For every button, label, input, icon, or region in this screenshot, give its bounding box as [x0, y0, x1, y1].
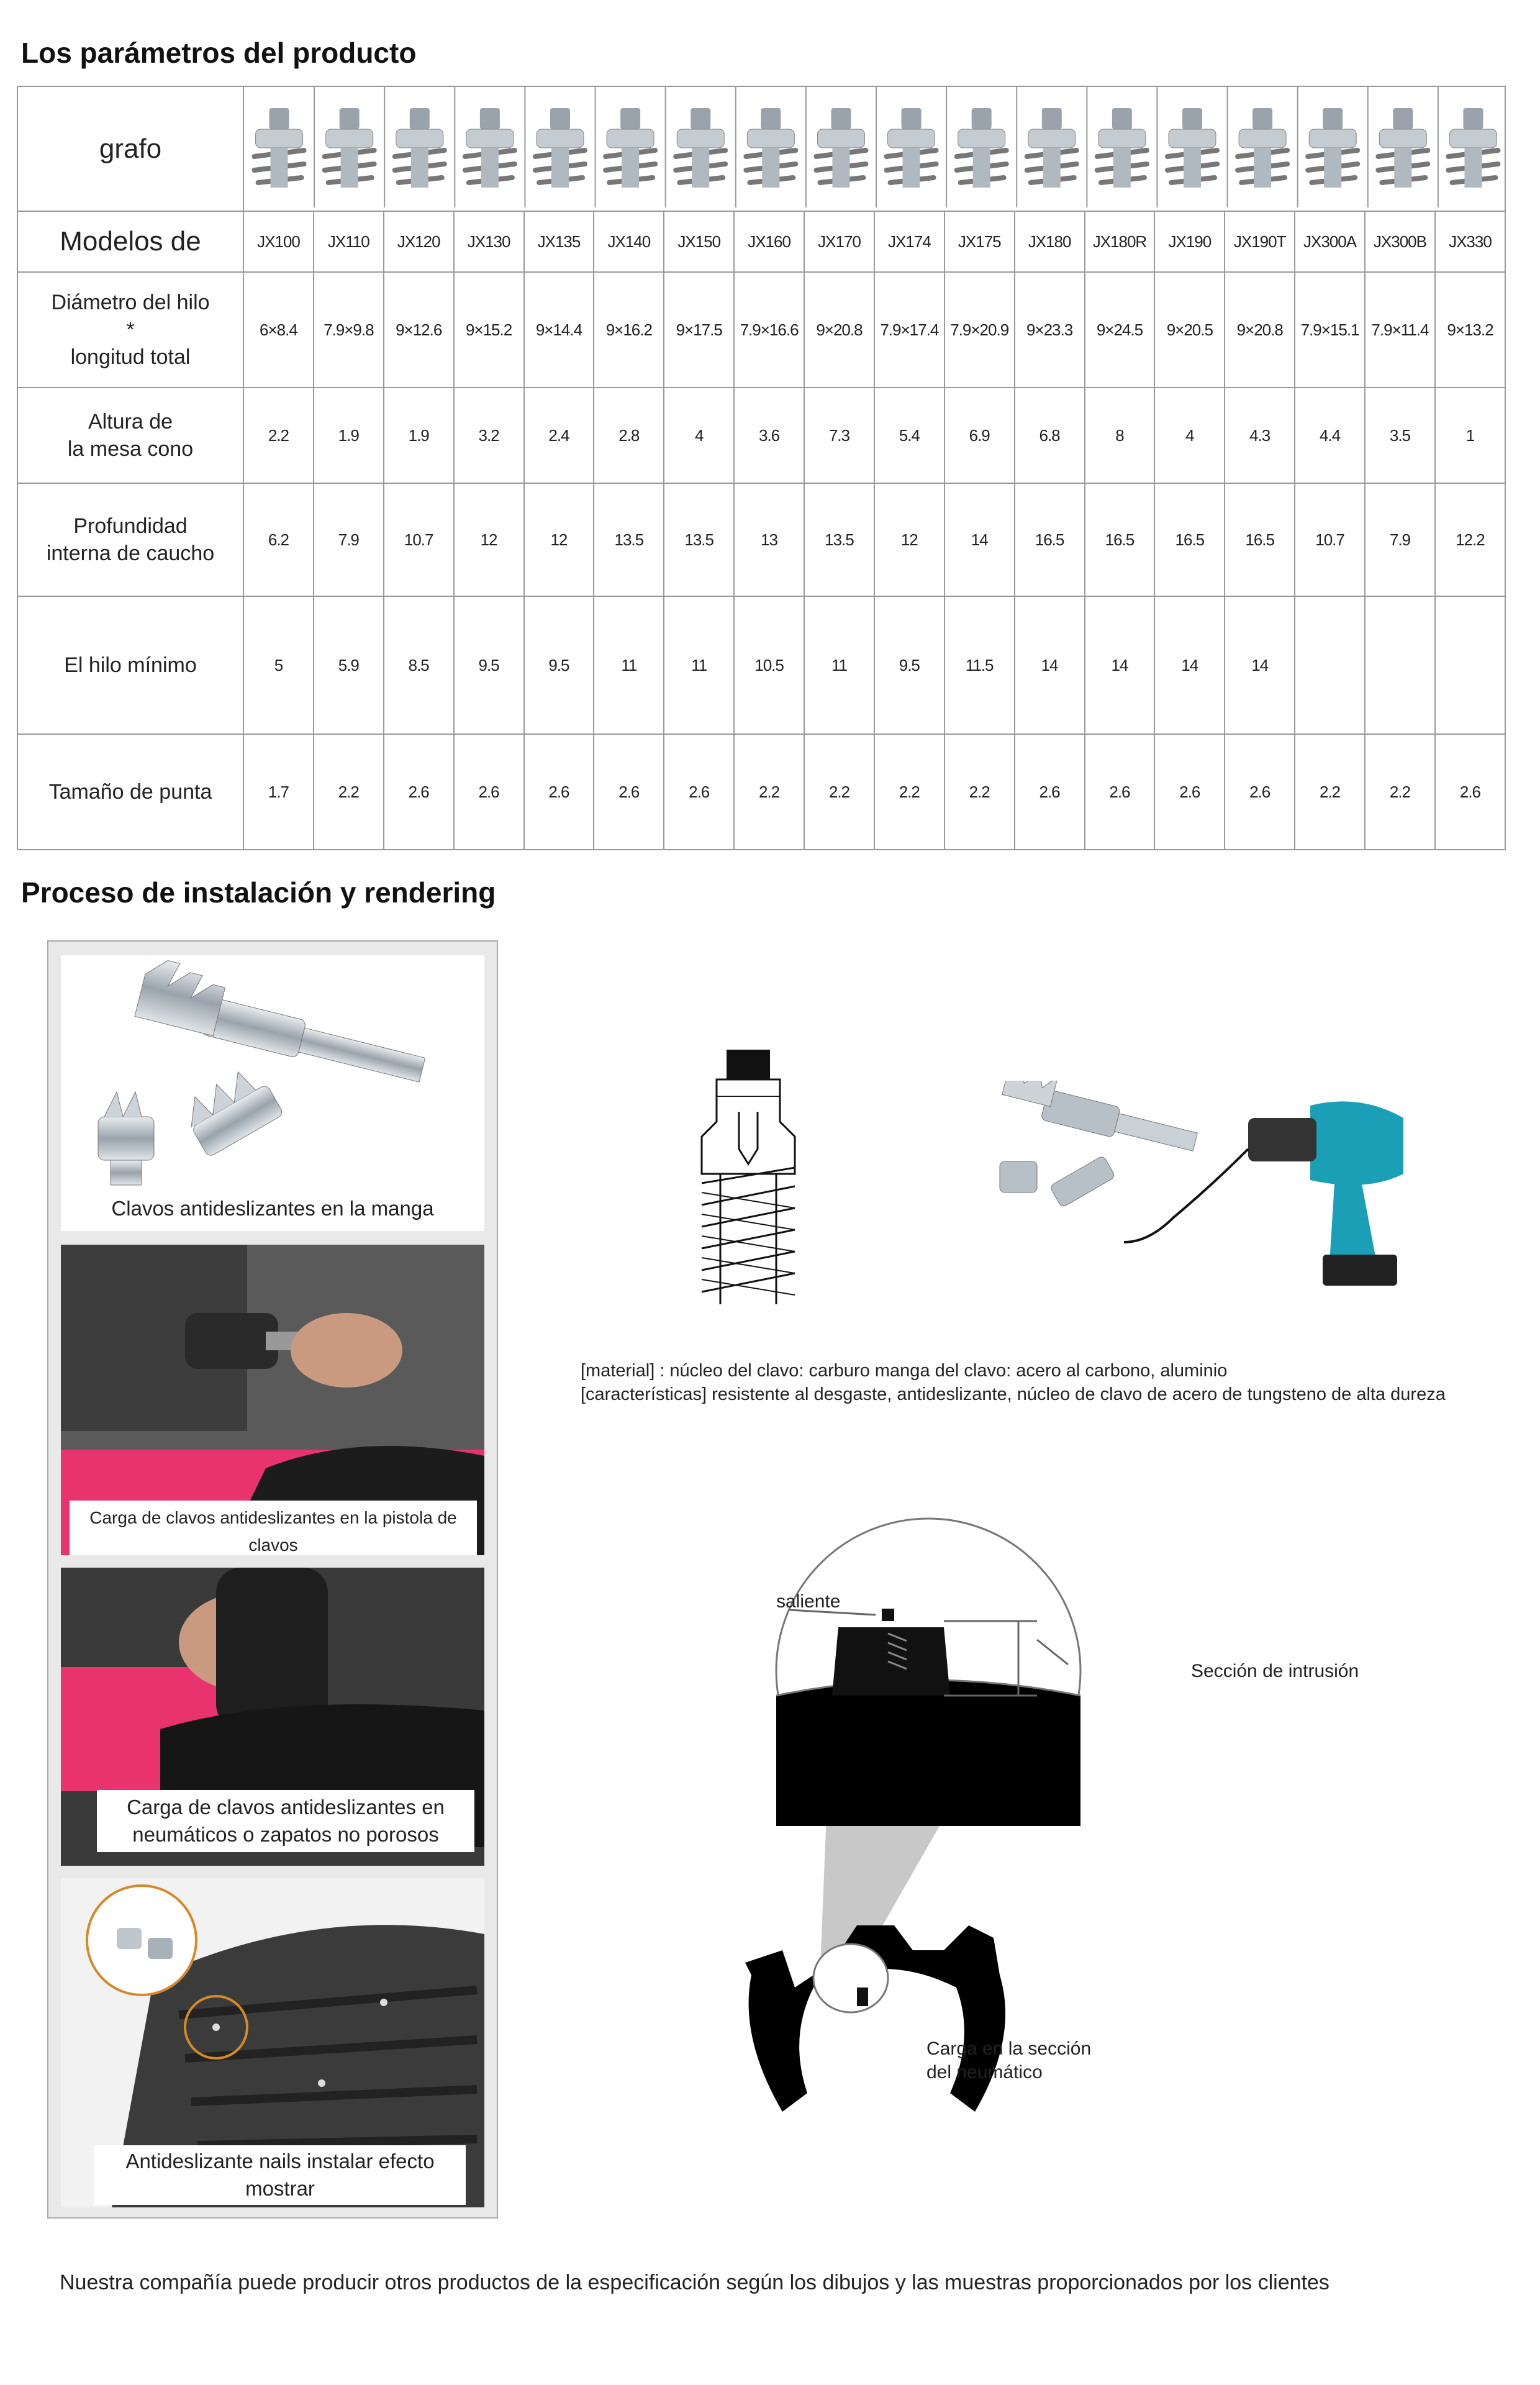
- table-cell: 5: [243, 596, 314, 734]
- spec-material: [material] : núcleo del clavo: carburo manga del clavo: acero al carbono, aluminio: [581, 1361, 1228, 1381]
- table-cell: [1295, 596, 1365, 734]
- label-saliente: saliente: [776, 1591, 841, 1612]
- label-tire-load: [926, 2037, 1091, 2084]
- table-cell: 2.6: [1085, 734, 1155, 850]
- table-cell: 2.6: [664, 734, 734, 850]
- row-label-diameter: [17, 272, 243, 388]
- stud-icon: [395, 108, 445, 188]
- row-label-graph: grafo: [17, 86, 243, 211]
- table-cell: 9×13.2: [1435, 272, 1505, 388]
- stud-icon: [465, 108, 515, 188]
- table-cell: 12: [874, 483, 944, 596]
- table-cell: 12: [524, 483, 594, 596]
- table-cell: 4: [664, 388, 734, 483]
- table-cell: 1.9: [384, 388, 454, 483]
- table-cell: 2.6: [594, 734, 664, 850]
- table-cell: 2.4: [524, 388, 594, 483]
- stud-icon: [887, 108, 936, 188]
- table-row-min-thread: [17, 596, 1505, 734]
- table-cell: 8: [1085, 388, 1155, 483]
- stud-icon: [816, 108, 866, 188]
- table-cell: JX300B: [1365, 211, 1435, 272]
- caption-loading-tire: [97, 1790, 474, 1852]
- stud-icon: [1448, 108, 1498, 188]
- table-cell: 11.5: [944, 596, 1015, 734]
- table-cell: 2.2: [734, 734, 804, 850]
- table-cell: 2.8: [594, 388, 664, 483]
- stud-icon: [1027, 108, 1077, 188]
- table-cell: JX174: [874, 211, 944, 272]
- stud-icon: [1308, 108, 1357, 188]
- label-line: Profundidad: [73, 514, 188, 538]
- stud-images: [244, 87, 1505, 207]
- table-cell: JX110: [314, 211, 384, 272]
- table-cell: 2.6: [524, 734, 594, 850]
- table-cell: JX300A: [1295, 211, 1365, 272]
- table-row-diameter: [17, 272, 1505, 388]
- table-cell: 14: [1085, 596, 1155, 734]
- stud-icon: [605, 108, 655, 188]
- stud-icon: [1238, 108, 1287, 188]
- table-cell: 6.9: [944, 388, 1015, 483]
- table-cell: JX330: [1435, 211, 1505, 272]
- table-cell: JX100: [243, 211, 314, 272]
- table-cell: 11: [594, 596, 664, 734]
- label-line: Altura de: [88, 410, 173, 434]
- footer-note: Nuestra compañía puede producir otros productos de la especificación según los dibujos y las muestras proporcionados por los clientes: [60, 2271, 1329, 2294]
- table-cell: 9×15.2: [454, 272, 524, 388]
- label-line: del neumático: [926, 2062, 1043, 2083]
- table-cell: 11: [664, 596, 734, 734]
- table-cell: 2.2: [314, 734, 384, 850]
- table-cell: 2.2: [1365, 734, 1435, 850]
- table-cell: 9×17.5: [664, 272, 734, 388]
- table-cell: 2.6: [454, 734, 524, 850]
- stud-icon: [1097, 108, 1147, 188]
- label-line: interna de caucho: [46, 542, 215, 565]
- table-cell: 7.9×15.1: [1295, 272, 1365, 388]
- table-cell: 11: [804, 596, 874, 734]
- row-label-rubber-depth: [17, 483, 243, 596]
- table-cell: JX180R: [1085, 211, 1155, 272]
- stud-icon: [325, 108, 374, 188]
- table-cell: 10.7: [1295, 483, 1365, 596]
- table-cell: 1.7: [243, 734, 314, 850]
- caption-line: neumáticos o zapatos no porosos: [132, 1823, 439, 1846]
- table-cell: 9×20.8: [1225, 272, 1295, 388]
- label-intrusion: Sección de intrusión: [1191, 1661, 1359, 1681]
- studs-sleeve-illustration: [61, 955, 484, 1231]
- table-cell: 9×12.6: [384, 272, 454, 388]
- label-line: Carga en la sección: [926, 2038, 1092, 2059]
- table-cell: 6.2: [243, 483, 314, 596]
- table-row-tip-size: [17, 734, 1505, 850]
- table-cell: JX190: [1154, 211, 1225, 272]
- table-cell: 1.9: [314, 388, 384, 483]
- table-cell: 14: [1015, 596, 1085, 734]
- table-cell: 2.6: [1015, 734, 1085, 850]
- stud-icon: [957, 108, 1007, 188]
- table-cell: JX190T: [1225, 211, 1295, 272]
- table-cell: 16.5: [1225, 483, 1295, 596]
- table-cell: 12.2: [1435, 483, 1505, 596]
- table-cell: 6×8.4: [243, 272, 314, 388]
- table-cell: 7.9: [1365, 483, 1435, 596]
- table-cell: 2.2: [1295, 734, 1365, 850]
- table-cell: JX150: [664, 211, 734, 272]
- table-cell: 2.6: [1225, 734, 1295, 850]
- table-cell: JX175: [944, 211, 1015, 272]
- drill-with-studs-illustration: [987, 1081, 1434, 1292]
- stud-icon: [1378, 108, 1428, 188]
- table-cell: 14: [1225, 596, 1295, 734]
- table-cell: 9.5: [524, 596, 594, 734]
- table-cell: 14: [1154, 596, 1225, 734]
- section-title-installation: Proceso de instalación y rendering: [21, 876, 496, 909]
- table-cell: 3.6: [734, 388, 804, 483]
- installation-photo-panel: [47, 940, 498, 2219]
- table-cell: 10.5: [734, 596, 804, 734]
- table-cell: 13.5: [664, 483, 734, 596]
- row-label-min-thread: El hilo mínimo: [17, 596, 243, 734]
- table-cell: 1: [1435, 388, 1505, 483]
- table-cell: JX160: [734, 211, 804, 272]
- table-cell: 13: [734, 483, 804, 596]
- table-row-cone-height: [17, 388, 1505, 483]
- table-cell: 13.5: [804, 483, 874, 596]
- table-cell: 7.9×16.6: [734, 272, 804, 388]
- table-cell: 2.2: [243, 388, 314, 483]
- table-row-models: [17, 211, 1505, 272]
- photo-studs-in-sleeve: [61, 955, 484, 1231]
- table-cell: 7.9: [314, 483, 384, 596]
- table-cell: 16.5: [1085, 483, 1155, 596]
- row-label-cone-height: [17, 388, 243, 483]
- table-cell: 9×23.3: [1015, 272, 1085, 388]
- table-cell: 9×16.2: [594, 272, 664, 388]
- caption-line: Carga de clavos antideslizantes en: [127, 1796, 445, 1819]
- table-cell: 9×24.5: [1085, 272, 1155, 388]
- table-cell: 3.2: [454, 388, 524, 483]
- table-cell: 9×20.5: [1154, 272, 1225, 388]
- section-title-parameters: Los parámetros del producto: [21, 37, 417, 69]
- table-cell: 9.5: [454, 596, 524, 734]
- table-cell: 7.3: [804, 388, 874, 483]
- table-cell: JX135: [524, 211, 594, 272]
- stud-icon: [1167, 108, 1217, 188]
- row-label-tip-size: Tamaño de punta: [17, 734, 243, 850]
- table-cell: 7.9×17.4: [874, 272, 944, 388]
- table-cell: JX180: [1015, 211, 1085, 272]
- table-cell: [1435, 596, 1505, 734]
- table-cell: 9×14.4: [524, 272, 594, 388]
- row-label-models: Modelos de: [17, 211, 243, 272]
- label-line: la mesa cono: [67, 437, 194, 461]
- table-cell: 4.3: [1225, 388, 1295, 483]
- table-cell: 2.2: [944, 734, 1015, 850]
- table-cell: 3.5: [1365, 388, 1435, 483]
- table-cell: JX120: [384, 211, 454, 272]
- label-line: longitud total: [70, 345, 191, 369]
- table-row-graph: [17, 86, 1505, 211]
- table-cell: 2.6: [1435, 734, 1505, 850]
- stud-icon: [255, 108, 304, 188]
- table-cell: 8.5: [384, 596, 454, 734]
- table-cell: 9×20.8: [804, 272, 874, 388]
- stud-images-cell: [243, 86, 1505, 211]
- table-cell: 4.4: [1295, 388, 1365, 483]
- caption-effect: Antideslizante nails instalar efecto mostrar: [94, 2145, 466, 2205]
- table-cell: [1365, 596, 1435, 734]
- table-cell: 4: [1154, 388, 1225, 483]
- table-cell: 2.6: [1154, 734, 1225, 850]
- caption-loading-gun: Carga de clavos antideslizantes en la pistola de clavos: [70, 1501, 477, 1555]
- stud-icon: [676, 108, 725, 188]
- table-cell: 7.9×11.4: [1365, 272, 1435, 388]
- table-cell: 5.9: [314, 596, 384, 734]
- table-cell: 7.9×20.9: [944, 272, 1015, 388]
- label-line: Diámetro del hilo: [51, 291, 210, 314]
- table-cell: JX140: [594, 211, 664, 272]
- table-cell: JX170: [804, 211, 874, 272]
- table-cell: 9.5: [874, 596, 944, 734]
- photo-loading-gun: [61, 1245, 484, 1555]
- table-cell: 14: [944, 483, 1015, 596]
- table-cell: 13.5: [594, 483, 664, 596]
- photo-effect: [61, 1878, 484, 2207]
- table-cell: JX130: [454, 211, 524, 272]
- caption-studs-sleeve: Clavos antideslizantes en la manga: [111, 1197, 434, 1220]
- table-cell: 6.8: [1015, 388, 1085, 483]
- table-cell: 16.5: [1154, 483, 1225, 596]
- stud-icon: [535, 108, 585, 188]
- photo-loading-tire: [61, 1568, 484, 1866]
- table-cell: 16.5: [1015, 483, 1085, 596]
- spec-features: [características] resistente al desgaste, antideslizante, núcleo de clavo de acero de tungsteno de alta dureza: [581, 1384, 1446, 1404]
- table-cell: 2.2: [874, 734, 944, 850]
- table-cell: 12: [454, 483, 524, 596]
- stud-line-drawing: [683, 1043, 813, 1311]
- table-row-rubber-depth: [17, 483, 1505, 596]
- table-cell: 7.9×9.8: [314, 272, 384, 388]
- parameters-table: [17, 86, 1506, 850]
- table-cell: 2.2: [804, 734, 874, 850]
- label-line: *: [126, 318, 135, 342]
- table-cell: 5.4: [874, 388, 944, 483]
- stud-icon: [746, 108, 795, 188]
- table-cell: 10.7: [384, 483, 454, 596]
- table-cell: 2.6: [384, 734, 454, 850]
